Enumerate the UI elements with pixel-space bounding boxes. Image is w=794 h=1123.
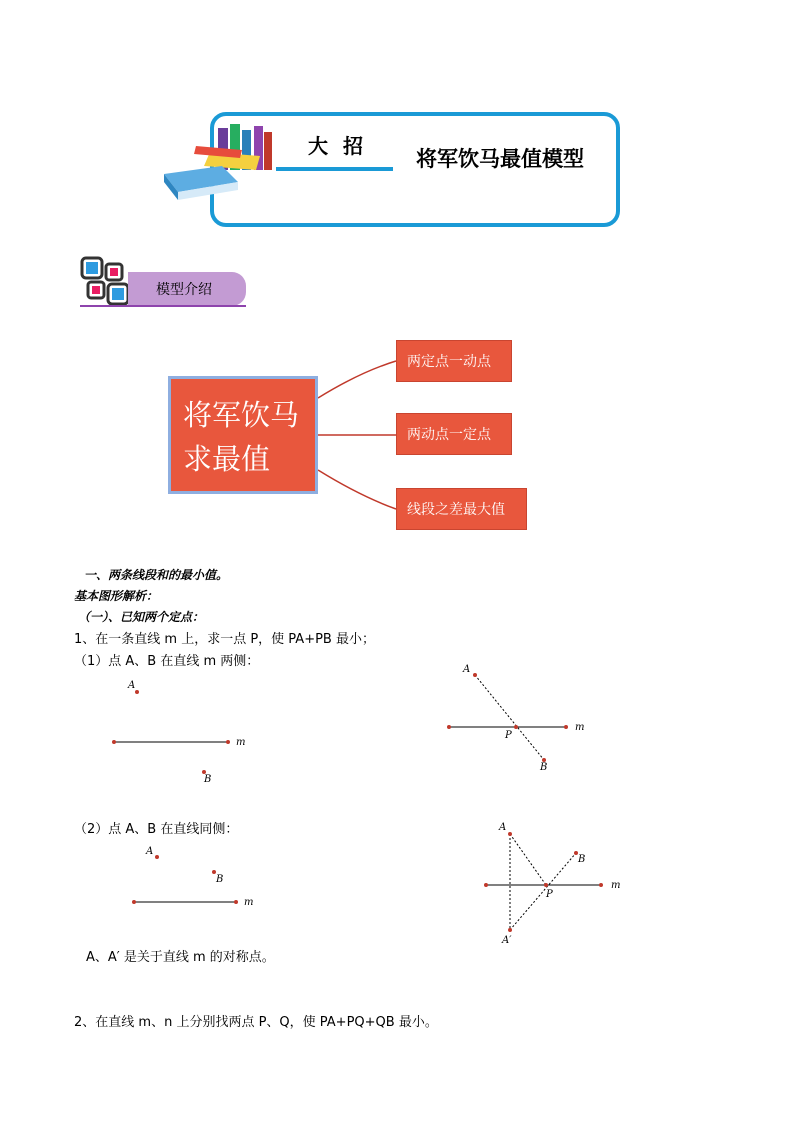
geometry-figures (0, 640, 794, 960)
case-1-label: （1）点 A、B 在直线 m 两侧： (74, 654, 260, 669)
label-P-2: P (546, 889, 553, 900)
mindmap-center-line1: 将军饮马 (183, 398, 300, 432)
case-2-label: （2）点 A、B 在直线同侧： (74, 822, 239, 837)
point-m-end (226, 740, 230, 744)
mindmap-center-line2: 求最值 (183, 442, 271, 476)
point-A (135, 690, 139, 694)
label-m-3: m (244, 897, 254, 908)
label-A-prime: A′ (502, 935, 512, 946)
header-badge: 大 招 (308, 134, 367, 158)
label-B-4: B (578, 854, 586, 865)
figure-case2-solution (484, 822, 620, 946)
page-title: 将军饮马最值模型 (416, 147, 584, 171)
figure-case1-given (112, 680, 245, 785)
point-m-start (112, 740, 116, 744)
label-B-2: B (540, 762, 548, 773)
label-B-3: B (216, 874, 224, 885)
mindmap-branch-3: 线段之差最大值 (396, 488, 527, 530)
heading-1: 一、两条线段和的最小值。 (84, 568, 229, 582)
label-m: m (236, 737, 246, 748)
label-m-4: m (611, 880, 621, 891)
label-A: A (128, 680, 136, 691)
section-label: 模型介绍 (156, 282, 212, 298)
figure-case2-given (132, 846, 253, 908)
label-P: P (505, 730, 512, 741)
figure-case1-solution (447, 664, 584, 773)
label-A-2: A (463, 664, 471, 675)
mindmap-center (168, 376, 318, 494)
question-2: 2、在直线 m、n 上分别找两点 P、Q，使 PA+PQ+QB 最小。 (74, 1015, 438, 1030)
heading-3: （一）、已知两个定点： (78, 610, 205, 624)
symmetry-note: A、A′ 是关于直线 m 的对称点。 (86, 950, 275, 965)
mindmap-branch-2: 两动点一定点 (396, 413, 512, 455)
question-1: 1、在一条直线 m 上，求一点 P，使 PA+PB 最小； (74, 632, 375, 647)
label-A-4: A (499, 822, 507, 833)
label-B: B (204, 774, 212, 785)
mindmap-branch-1: 两定点一动点 (396, 340, 512, 382)
label-A-3: A (146, 846, 154, 857)
heading-2: 基本图形解析： (74, 589, 159, 603)
label-m-2: m (575, 722, 585, 733)
